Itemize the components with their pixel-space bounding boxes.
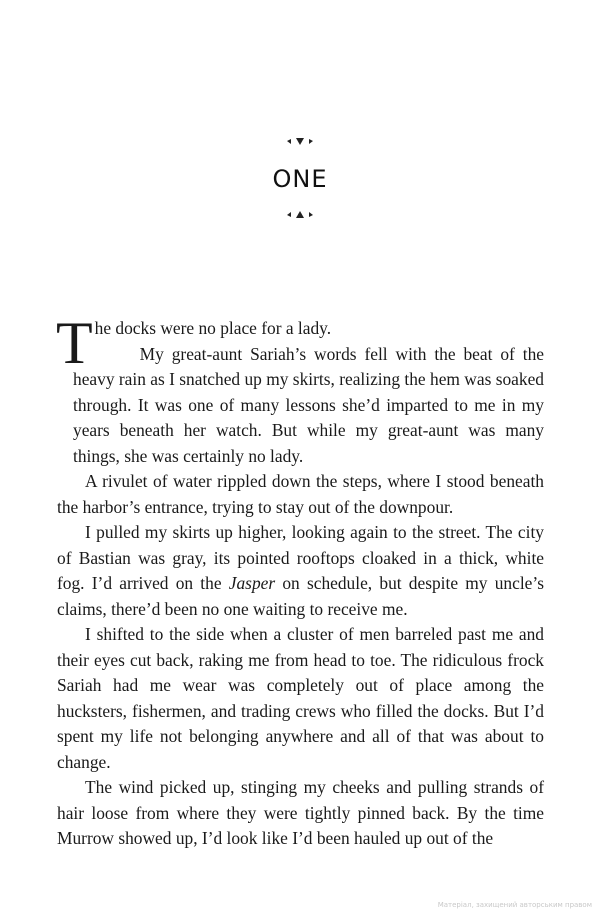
paragraph: A rivulet of water rippled down the steps, where I stood beneath the harbor’s entrance, trying to stay out of the downpour. [57,471,544,517]
chapter-body [56,310,544,852]
paragraph: I shifted to the side when a cluster of men barreled past me and their eyes cut back, raking me from head to toe. The ridiculous frock Sariah had me wear was completely out of place among the hucksters, fishermen, and trading crews who filled the docks. But I’d spent my life not belonging anywhere and all of that was about to change. [57,624,544,772]
ship-name: Jasper [228,573,276,593]
opening-text: he docks were no place for a lady. [94,318,332,338]
paragraph: The wind picked up, stinging my cheeks and pulling strands of hair loose from where they were tightly pinned back. By the time Murrow showed up, I’d look like I’d been hauled up out of the [57,777,544,848]
chapter-title: ONE [272,165,328,193]
paragraph: My great-aunt Sariah’s words fell with the beat of the heavy rain as I snatched up my skirts, realizing the hem was soaked through. It was one of many lessons she’d imparted to me in my years beneath her watch. But while my great-aunt was many things, she was certainly no lady. [73,343,544,466]
paragraph: I pulled my skirts up higher, looking again to the street. The city of Bastian was gray, its pointed rooftops cloaked in a thick, white fog. I’d arrived on the Jasper on schedule, but despite my uncle’s claims, there’d been no one waiting to receive me. [57,522,544,619]
drop-cap: T [56,310,93,376]
fleuron-ornament-icon [0,134,600,152]
copyright-watermark: Матеріал, захищений авторським правом [437,901,592,909]
opening-line [56,310,544,376]
fleuron-ornament-icon [0,206,600,224]
